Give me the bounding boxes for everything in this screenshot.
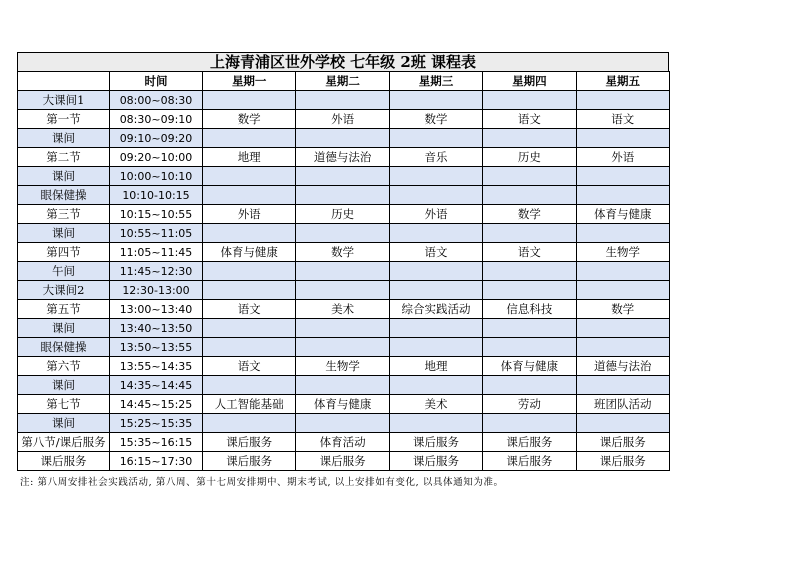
period-cell: 第四节 — [18, 243, 110, 262]
subject-cell: 课后服务 — [483, 433, 576, 452]
subject-cell: 人工智能基础 — [203, 395, 296, 414]
time-cell: 13:55~14:35 — [110, 357, 203, 376]
subject-cell — [483, 281, 576, 300]
subject-cell — [296, 319, 389, 338]
subject-cell — [203, 414, 296, 433]
subject-cell: 数学 — [296, 243, 389, 262]
subject-cell: 生物学 — [296, 357, 389, 376]
subject-cell — [576, 376, 669, 395]
subject-cell — [296, 91, 389, 110]
subject-cell — [576, 167, 669, 186]
subject-cell: 课后服务 — [576, 452, 669, 471]
subject-cell: 体育与健康 — [203, 243, 296, 262]
time-cell: 14:45~15:25 — [110, 395, 203, 414]
subject-cell — [389, 167, 482, 186]
table-row — [18, 319, 670, 338]
subject-cell: 数学 — [203, 110, 296, 129]
time-cell: 09:10~09:20 — [110, 129, 203, 148]
subject-cell: 音乐 — [389, 148, 482, 167]
subject-cell: 课后服务 — [576, 433, 669, 452]
subject-cell: 课后服务 — [389, 433, 482, 452]
subject-cell: 地理 — [389, 357, 482, 376]
table-row — [18, 148, 670, 167]
subject-cell — [576, 319, 669, 338]
period-cell: 第八节/课后服务 — [18, 433, 110, 452]
subject-cell: 地理 — [203, 148, 296, 167]
subject-cell: 历史 — [296, 205, 389, 224]
table-row — [18, 376, 670, 395]
subject-cell — [296, 186, 389, 205]
subject-cell: 数学 — [483, 205, 576, 224]
subject-cell — [483, 129, 576, 148]
time-cell: 13:40~13:50 — [110, 319, 203, 338]
subject-cell — [296, 281, 389, 300]
time-cell: 08:30~09:10 — [110, 110, 203, 129]
subject-cell — [203, 281, 296, 300]
time-cell: 10:00~10:10 — [110, 167, 203, 186]
subject-cell: 外语 — [203, 205, 296, 224]
time-cell: 12:30-13:00 — [110, 281, 203, 300]
subject-cell: 语文 — [576, 110, 669, 129]
subject-cell — [389, 376, 482, 395]
subject-cell — [483, 376, 576, 395]
table-row — [18, 395, 670, 414]
subject-cell: 美术 — [296, 300, 389, 319]
header-day-thu: 星期四 — [483, 72, 576, 91]
period-cell: 课间 — [18, 376, 110, 395]
subject-cell — [483, 338, 576, 357]
subject-cell: 信息科技 — [483, 300, 576, 319]
subject-cell — [576, 414, 669, 433]
time-cell: 10:15~10:55 — [110, 205, 203, 224]
time-cell: 13:50~13:55 — [110, 338, 203, 357]
subject-cell: 课后服务 — [296, 452, 389, 471]
subject-cell: 班团队活动 — [576, 395, 669, 414]
subject-cell — [203, 186, 296, 205]
table-row — [18, 243, 670, 262]
table-row — [18, 110, 670, 129]
table-row — [18, 262, 670, 281]
period-cell: 眼保健操 — [18, 186, 110, 205]
subject-cell — [576, 281, 669, 300]
time-cell: 08:00~08:30 — [110, 91, 203, 110]
subject-cell: 体育与健康 — [483, 357, 576, 376]
subject-cell — [203, 319, 296, 338]
subject-cell: 外语 — [389, 205, 482, 224]
subject-cell — [576, 338, 669, 357]
timetable — [17, 71, 670, 471]
subject-cell — [389, 338, 482, 357]
subject-cell — [576, 224, 669, 243]
subject-cell — [203, 167, 296, 186]
time-cell: 13:00~13:40 — [110, 300, 203, 319]
header-day-wed: 星期三 — [389, 72, 482, 91]
subject-cell — [389, 224, 482, 243]
subject-cell — [203, 129, 296, 148]
table-row — [18, 129, 670, 148]
subject-cell — [576, 262, 669, 281]
subject-cell — [296, 167, 389, 186]
period-cell: 课间 — [18, 414, 110, 433]
subject-cell: 语文 — [483, 110, 576, 129]
header-day-mon: 星期一 — [203, 72, 296, 91]
header-day-tue: 星期二 — [296, 72, 389, 91]
table-row — [18, 186, 670, 205]
time-cell: 11:05~11:45 — [110, 243, 203, 262]
subject-cell — [389, 281, 482, 300]
subject-cell — [483, 224, 576, 243]
subject-cell: 数学 — [576, 300, 669, 319]
period-cell: 午间 — [18, 262, 110, 281]
subject-cell: 语文 — [483, 243, 576, 262]
time-cell: 09:20~10:00 — [110, 148, 203, 167]
subject-cell — [389, 186, 482, 205]
subject-cell: 道德与法治 — [296, 148, 389, 167]
period-cell: 课间 — [18, 129, 110, 148]
table-row — [18, 338, 670, 357]
subject-cell: 生物学 — [576, 243, 669, 262]
subject-cell: 体育活动 — [296, 433, 389, 452]
subject-cell: 课后服务 — [389, 452, 482, 471]
subject-cell — [203, 376, 296, 395]
time-cell: 10:10-10:15 — [110, 186, 203, 205]
period-cell: 第三节 — [18, 205, 110, 224]
subject-cell: 课后服务 — [203, 433, 296, 452]
table-row — [18, 91, 670, 110]
period-cell: 课间 — [18, 319, 110, 338]
time-cell: 15:25~15:35 — [110, 414, 203, 433]
subject-cell: 语文 — [203, 300, 296, 319]
table-row — [18, 205, 670, 224]
subject-cell: 体育与健康 — [576, 205, 669, 224]
subject-cell: 美术 — [389, 395, 482, 414]
period-cell: 第六节 — [18, 357, 110, 376]
time-cell: 14:35~14:45 — [110, 376, 203, 395]
subject-cell — [389, 129, 482, 148]
subject-cell — [203, 91, 296, 110]
period-cell: 第七节 — [18, 395, 110, 414]
period-cell: 眼保健操 — [18, 338, 110, 357]
header-day-fri: 星期五 — [576, 72, 669, 91]
table-row — [18, 452, 670, 471]
subject-cell: 综合实践活动 — [389, 300, 482, 319]
subject-cell — [576, 129, 669, 148]
subject-cell: 劳动 — [483, 395, 576, 414]
subject-cell: 外语 — [576, 148, 669, 167]
footnote: 注: 第八周安排社会实践活动, 第八周、第十七周安排期中、期末考试, 以上安排如有变化, 以具体通知为准。 — [20, 477, 504, 488]
subject-cell — [483, 414, 576, 433]
subject-cell — [296, 376, 389, 395]
period-cell: 大课间2 — [18, 281, 110, 300]
subject-cell — [576, 91, 669, 110]
subject-cell — [483, 262, 576, 281]
timetable-sheet — [17, 52, 669, 471]
subject-cell — [483, 167, 576, 186]
time-cell: 16:15~17:30 — [110, 452, 203, 471]
time-cell: 15:35~16:15 — [110, 433, 203, 452]
period-cell: 课间 — [18, 167, 110, 186]
header-row — [18, 72, 670, 91]
subject-cell — [483, 319, 576, 338]
subject-cell — [389, 91, 482, 110]
period-cell: 第一节 — [18, 110, 110, 129]
subject-cell: 语文 — [389, 243, 482, 262]
table-row — [18, 224, 670, 243]
subject-cell — [296, 414, 389, 433]
subject-cell — [389, 319, 482, 338]
timetable-body — [18, 91, 670, 471]
subject-cell — [203, 262, 296, 281]
subject-cell: 体育与健康 — [296, 395, 389, 414]
subject-cell — [203, 224, 296, 243]
table-row — [18, 167, 670, 186]
subject-cell: 课后服务 — [203, 452, 296, 471]
period-cell: 课间 — [18, 224, 110, 243]
period-cell: 第二节 — [18, 148, 110, 167]
subject-cell — [296, 262, 389, 281]
time-cell: 10:55~11:05 — [110, 224, 203, 243]
period-cell: 课后服务 — [18, 452, 110, 471]
subject-cell: 课后服务 — [483, 452, 576, 471]
time-cell: 11:45~12:30 — [110, 262, 203, 281]
subject-cell — [203, 338, 296, 357]
period-cell: 大课间1 — [18, 91, 110, 110]
table-row — [18, 433, 670, 452]
subject-cell — [296, 338, 389, 357]
table-row — [18, 300, 670, 319]
subject-cell: 道德与法治 — [576, 357, 669, 376]
period-cell: 第五节 — [18, 300, 110, 319]
table-row — [18, 414, 670, 433]
subject-cell — [296, 129, 389, 148]
subject-cell — [296, 224, 389, 243]
subject-cell — [389, 414, 482, 433]
table-row — [18, 357, 670, 376]
subject-cell: 数学 — [389, 110, 482, 129]
timetable-title: 上海青浦区世外学校 七年级 2班 课程表 — [17, 52, 669, 71]
subject-cell: 语文 — [203, 357, 296, 376]
subject-cell: 外语 — [296, 110, 389, 129]
subject-cell — [483, 91, 576, 110]
subject-cell — [389, 262, 482, 281]
subject-cell: 历史 — [483, 148, 576, 167]
header-time: 时间 — [110, 72, 203, 91]
subject-cell — [576, 186, 669, 205]
table-row — [18, 281, 670, 300]
header-period — [18, 72, 110, 91]
subject-cell — [483, 186, 576, 205]
